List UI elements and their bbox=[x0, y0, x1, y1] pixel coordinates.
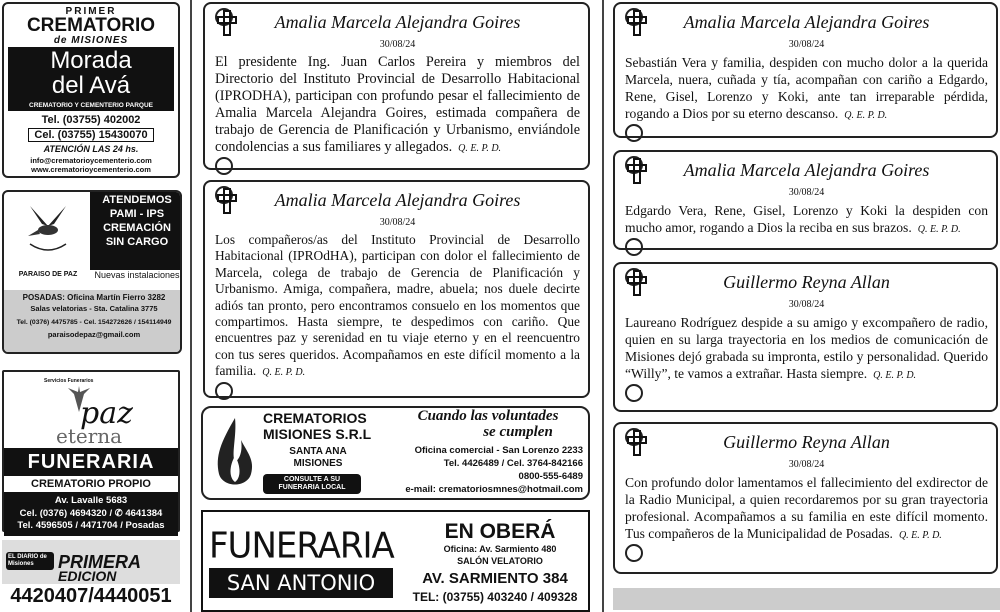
obituary-card bbox=[203, 2, 590, 170]
obituary-qepd: Q. E. P. D. bbox=[844, 110, 888, 121]
ad-cel: Cel. (03755) 15430070 bbox=[28, 128, 154, 142]
ad-cm-slogan2: se cumplen bbox=[483, 424, 553, 440]
ad-sa-obera: EN OBERÁ bbox=[444, 520, 556, 543]
ad-cm-santa-ana: SANTA ANA bbox=[289, 446, 347, 457]
ad-name-block bbox=[8, 47, 174, 109]
obituary-name: Amalia Marcela Alejandra Goires bbox=[683, 12, 930, 32]
ad-cm-oficina: Oficina comercial - San Lorenzo 2233 bbox=[414, 445, 583, 456]
ad-paraiso-services bbox=[90, 192, 182, 270]
ad-paraiso-de-paz bbox=[2, 190, 182, 354]
ad-email: info@crematorioycementerio.com bbox=[30, 156, 152, 165]
cross-icon bbox=[627, 10, 647, 36]
obituary-text: Con profundo dolor lamentamos el fallecimiento del exdirector de la Radio Municipal, a quien recordaremos por su gran trayectoria profesional. Acompañamos a su familia en este difícil momento. Tus compañeros de la Municipalidad de Posadas. Q. E. P. D. bbox=[625, 475, 988, 541]
ad-cm-consulte2: FUNERARIA LOCAL bbox=[278, 484, 346, 491]
ad-primera: PRIMERA bbox=[58, 552, 142, 572]
cross-icon bbox=[627, 270, 647, 296]
obituary-qepd: Q. E. P. D. bbox=[917, 224, 961, 235]
ad-eterna: eterna bbox=[56, 424, 123, 448]
flame-icon bbox=[211, 416, 259, 494]
obituary-text: Edgardo Vera, Rene, Gisel, Lorenzo y Koki la despiden con mucho amor, rogando a Dios la reciba en sus brazos. Q. E. P. D. bbox=[625, 203, 988, 235]
ad-san-antonio bbox=[201, 510, 590, 612]
ad-cm-contact bbox=[369, 444, 583, 483]
ad-cm-title2: MISIONES S.R.L bbox=[263, 426, 372, 442]
ad-sub: CREMATORIO Y CEMENTERIO PARQUE bbox=[8, 102, 174, 111]
ad-cel: Cel. (0376) 4694320 / ✆ 4641384 bbox=[19, 507, 163, 519]
ad-paraiso-email: paraisodepaz@gmail.com bbox=[47, 330, 141, 339]
obituary-text: El presidente Ing. Juan Carlos Pereira y miembros del Directorio del Instituto Provincial de Desarrollo Habitacional (IPRODHA), participan con profundo pesar el fallecimiento de Amalia Marcela Alejandra Goires, estimada compañera de trabajo de Gerencia de Planificación y Urbanismo, enviándole condolencias a sus familiares y allegados. Q. E. P. D. bbox=[215, 54, 580, 155]
ad-cm-misiones: MISIONES bbox=[293, 458, 343, 469]
ad-paz-eterna bbox=[2, 370, 180, 532]
ad-nuevas: Nuevas instalaciones bbox=[94, 270, 180, 280]
ad-paraiso-contact bbox=[4, 290, 182, 354]
ad-cm-consulte1: CONSULTE A SU bbox=[283, 476, 341, 483]
ad-paraiso-logo bbox=[8, 196, 88, 280]
ad-paraiso-logo-text: PARAISO DE PAZ bbox=[18, 271, 78, 278]
obituary-text: Los compañeros/as del Instituto Provincial de Desarrollo Habitacional (IPROdHA), participan con dolor el fallecimiento de Marcela, colega de trabajo de Gerencia de Planificación y Urbanismo. Amiga, compañera, madre, abuela; nos duele decirte adiós tan pronto, pero encontramos consuelo en los momentos que compartimos. Hasta siempre, te despedimos con cariño. Que encuentres paz y serenidad en tu viaje eterno y en el reencuentro con tus seres queridos. Acompañamos en este difícil momento a la familia. Q. E. P. D. bbox=[215, 232, 580, 379]
ad-paz-arc: Servicios Funerarios bbox=[44, 378, 94, 384]
ad-sa-funeraria: FUNERARIA bbox=[209, 525, 394, 567]
ad-web: www.crematorioycementerio.com bbox=[31, 165, 151, 174]
ad-tel: Tel. (03755) 402002 bbox=[41, 114, 141, 126]
ad-crematorio: CREMATORIO bbox=[26, 15, 156, 36]
ad-sa-name: SAN ANTONIO bbox=[209, 568, 393, 598]
obituary-qepd: Q. E. P. D. bbox=[262, 367, 306, 379]
obituary-qepd: Q. E. P. D. bbox=[458, 143, 502, 154]
obituary-date: 30/08/24 bbox=[788, 299, 825, 310]
ad-cm-consulte bbox=[263, 474, 361, 494]
ad-cremacion: CREMACIÓN bbox=[103, 222, 171, 234]
obituary-card bbox=[203, 180, 590, 398]
ad-sa-salon: SALÓN VELATORIO bbox=[457, 556, 543, 566]
ad-pe-logo bbox=[2, 540, 180, 584]
ad-sin-cargo: SIN CARGO bbox=[105, 236, 169, 248]
ad-cm-email: e-mail: crematoriosmnes@hotmail.com bbox=[405, 484, 583, 495]
ad-el-diario: EL DIARIO de Misiones bbox=[6, 552, 54, 570]
ad-cm-title1: CREMATORIOS bbox=[263, 410, 367, 426]
ad-tel: Tel. 4596505 / 4471704 / Posadas bbox=[17, 520, 165, 531]
obituary-card bbox=[613, 422, 998, 574]
obituary-card bbox=[613, 150, 998, 250]
ad-av: Av. Lavalle 5683 bbox=[54, 495, 128, 506]
ad-sa-av: AV. SARMIENTO 384 bbox=[422, 570, 568, 587]
obituary-text: Laureano Rodríguez despide a su amigo y excompañero de radio, quien en su larga trayectoria en los medios de comunicación de Misiones dejó grabada su impronta, estilo y personalidad. Querido “Willy”, te vamos a extrañar. Hasta siempre. Q. E. P. D. bbox=[625, 315, 988, 381]
obituary-name: Amalia Marcela Alejandra Goires bbox=[274, 12, 521, 32]
obituary-qepd: Q. E. P. D. bbox=[898, 530, 942, 541]
obituary-text: Sebastián Vera y familia, despiden con mucho dolor a la querida Marcela, nuera, cuñada y tía, acompañan con cariño a Edgardo, Rene, Gisel, Lorenzo y Koki, ante tan irreparable pérdida, rogando a Dios por su eterno descanso. Q. E. P. D. bbox=[625, 55, 988, 121]
obituary-date: 30/08/24 bbox=[379, 217, 416, 228]
ad-paz-logo bbox=[4, 372, 178, 448]
ad-cm-tel: Tel. 4426489 / Cel. 3764-842166 bbox=[443, 458, 583, 469]
ad-tels: Tel. (0376) 4475785 - Cel. 154272626 / 154114949 bbox=[16, 319, 172, 326]
ad-de-misiones: de MISIONES bbox=[53, 35, 129, 46]
column-divider bbox=[602, 0, 604, 612]
obituary-name: Guillermo Reyna Allan bbox=[723, 432, 890, 452]
obituary-name: Amalia Marcela Alejandra Goires bbox=[274, 190, 521, 210]
ad-atendemos: ATENDEMOS bbox=[102, 194, 172, 206]
ad-name-line2: del Avá bbox=[51, 72, 131, 99]
obituary-card bbox=[613, 2, 998, 138]
ad-crematorios-misiones bbox=[201, 406, 590, 500]
ad-primera-edicion bbox=[2, 540, 180, 612]
ad-sa-tel: TEL: (03755) 403240 / 409328 bbox=[412, 590, 578, 604]
ad-funeraria: FUNERARIA bbox=[4, 448, 178, 476]
obituary-date: 30/08/24 bbox=[379, 39, 416, 50]
obituary-name: Amalia Marcela Alejandra Goires bbox=[683, 160, 930, 180]
ad-sa-oficina: Oficina: Av. Sarmiento 480 bbox=[443, 544, 557, 554]
ad-propio: CREMATORIO PROPIO bbox=[31, 478, 151, 490]
obituary-name: Guillermo Reyna Allan bbox=[723, 272, 890, 292]
ad-posadas: POSADAS: Oficina Martín Fierro 3282 bbox=[22, 293, 166, 302]
obituary-card bbox=[613, 262, 998, 412]
ad-paz-contact bbox=[4, 492, 178, 536]
cross-icon bbox=[627, 430, 647, 456]
obituary-date: 30/08/24 bbox=[788, 459, 825, 470]
cross-icon bbox=[217, 188, 237, 214]
cross-icon bbox=[217, 10, 237, 36]
column-divider bbox=[190, 0, 192, 612]
ad-paz: paz bbox=[80, 396, 133, 431]
grey-strip bbox=[613, 588, 1000, 610]
obituary-date: 30/08/24 bbox=[788, 39, 825, 50]
ad-pami: PAMI - IPS bbox=[109, 208, 165, 220]
obituary-date: 30/08/24 bbox=[788, 187, 825, 198]
ad-atencion: ATENCIÓN LAS 24 hs. bbox=[43, 144, 139, 154]
ad-cm-slogan1: Cuando las voluntades bbox=[417, 408, 559, 424]
dove-icon bbox=[8, 196, 88, 266]
ad-cm-slogan bbox=[393, 408, 583, 440]
ad-pe-phones: 4420407/4440051 bbox=[10, 585, 172, 607]
cross-icon bbox=[627, 158, 647, 184]
obituary-qepd: Q. E. P. D. bbox=[873, 370, 917, 381]
ad-edicion: EDICION bbox=[58, 568, 117, 584]
ad-primer: PRIMER bbox=[65, 6, 117, 17]
ad-morada-del-ava bbox=[2, 2, 180, 178]
ad-name-line1: Morada bbox=[50, 47, 132, 74]
ad-salas: Salas velatorias - Sta. Catalina 3775 bbox=[30, 304, 158, 313]
ad-cm-tel2: 0800-555-6489 bbox=[518, 471, 583, 482]
